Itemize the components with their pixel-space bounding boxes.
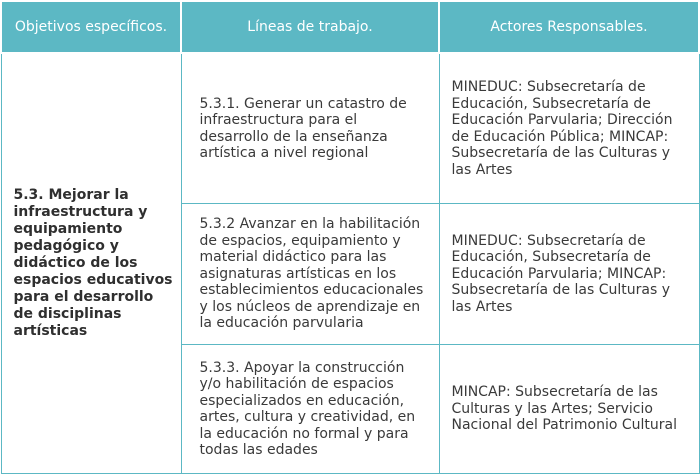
header-work-lines: Líneas de trabajo.: [181, 1, 439, 53]
objective-text: 5.3. Mejorar la infraestructura y equipamiento pedagógico y didáctico de los espacios educativos para el desarrollo de disciplinas artísticas: [13, 187, 173, 339]
table-row: [1, 53, 699, 204]
work-line-cell: [181, 204, 439, 345]
actors-cell: [439, 345, 699, 474]
actors-cell: [439, 204, 699, 345]
actors-cell: [439, 53, 699, 204]
work-line-text: 5.3.3. Apoyar la construcción y/o habilitación de espacios especializados en educación, artes, cultura y creatividad, en la educación no formal y para todas las edades: [199, 359, 416, 458]
header-row: [1, 1, 699, 53]
actors-text: MINCAP: Subsecretaría de las Culturas y las Artes; Servicio Nacional del Patrimonio Cultural: [451, 384, 677, 434]
header-responsible-actors: Actores Responsables.: [439, 1, 699, 53]
actors-text: MINEDUC: Subsecretaría de Educación, Subsecretaría de Educación Parvularia; Dirección de Educación Pública; MINCAP: Subsecretaría de las Culturas y las Artes: [451, 79, 673, 178]
work-line-cell: [181, 345, 439, 474]
header-objectives: Objetivos específicos.: [1, 1, 181, 53]
actors-text: MINEDUC: Subsecretaría de Educación, Subsecretaría de Educación Parvularia; MINCAP: Subsecretaría de las Culturas y las Artes: [451, 232, 670, 315]
objective-cell: [1, 53, 181, 474]
work-line-text: 5.3.2 Avanzar en la habilitación de espacios, equipamiento y material didáctico para las asignaturas artísticas en los establecimientos educacionales y los núcleos de aprendizaje en la educación parvularia: [199, 216, 424, 332]
work-line-text: 5.3.1. Generar un catastro de infraestructura para el desarrollo de la enseñanza artística a nivel regional: [199, 95, 407, 161]
work-line-cell: [181, 53, 439, 204]
